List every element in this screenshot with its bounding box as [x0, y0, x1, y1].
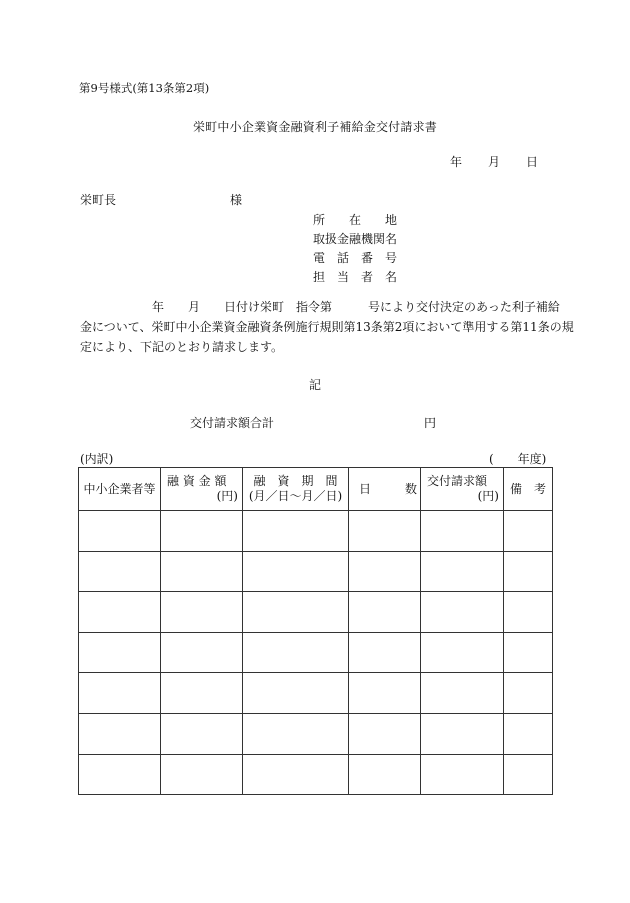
header-request-amount-unit: (円) [477, 489, 499, 503]
header-remarks: 備 考 [504, 468, 553, 511]
cell-loan-amount[interactable] [161, 673, 243, 714]
cell-company[interactable] [79, 511, 161, 552]
cell-loan-period[interactable] [243, 551, 349, 592]
cell-loan-period[interactable] [243, 632, 349, 673]
cell-remarks[interactable] [504, 754, 553, 795]
cell-loan-period[interactable] [243, 592, 349, 633]
date-line [450, 155, 538, 169]
table-row [79, 632, 553, 673]
body-line-3: 定により、下記のとおり請求します。 [80, 340, 284, 354]
cell-days[interactable] [349, 592, 421, 633]
cell-loan-amount[interactable] [161, 551, 243, 592]
cell-days[interactable] [349, 632, 421, 673]
table-row [79, 551, 553, 592]
cell-days[interactable] [349, 673, 421, 714]
cell-company[interactable] [79, 551, 161, 592]
date-month: 月 [488, 155, 501, 169]
cell-company[interactable] [79, 632, 161, 673]
cell-remarks[interactable] [504, 551, 553, 592]
total-label: 交付請求額合計 [190, 416, 275, 430]
body-line-2: 金について、栄町中小企業資金融資条例施行規則第13条第2項において準用する第11条の規 [80, 320, 574, 334]
header-days-b: 数 [405, 481, 418, 496]
header-days-a: 日 [359, 481, 372, 496]
ki-heading: 記 [308, 378, 321, 392]
cell-company[interactable] [79, 754, 161, 795]
applicant-contact-label: 担 当 者 名 [313, 270, 398, 284]
cell-loan-amount[interactable] [161, 754, 243, 795]
header-loan-amount-label: 融 資 金 額 [167, 474, 227, 488]
cell-remarks[interactable] [504, 713, 553, 754]
cell-request-amount[interactable] [421, 673, 504, 714]
header-loan-amount [161, 468, 243, 511]
cell-remarks[interactable] [504, 632, 553, 673]
cell-days[interactable] [349, 511, 421, 552]
addressee-honorific: 様 [230, 193, 243, 207]
date-day: 日 [526, 155, 539, 169]
cell-remarks[interactable] [504, 511, 553, 552]
table-row [79, 511, 553, 552]
fiscal-year: ( 年度) [489, 452, 547, 466]
cell-request-amount[interactable] [421, 754, 504, 795]
cell-request-amount[interactable] [421, 511, 504, 552]
cell-days[interactable] [349, 551, 421, 592]
table-row [79, 754, 553, 795]
form-number: 第9号様式(第13条第2項) [79, 81, 210, 95]
breakdown-table [78, 467, 553, 795]
cell-loan-amount[interactable] [161, 592, 243, 633]
cell-loan-period[interactable] [243, 713, 349, 754]
table-row [79, 673, 553, 714]
header-days [349, 468, 421, 511]
applicant-address-label: 所 在 地 [313, 213, 398, 227]
cell-loan-period[interactable] [243, 511, 349, 552]
document-title: 栄町中小企業資金融資利子補給金交付請求書 [192, 120, 437, 134]
table-body [79, 511, 553, 795]
body-line-1: 年 月 日付け栄町 指令第 号により交付決定のあった利子補給 [80, 300, 560, 314]
table-row [79, 713, 553, 754]
header-loan-amount-unit: (円) [216, 489, 238, 503]
date-year: 年 [450, 155, 463, 169]
body-paragraph [80, 297, 574, 357]
applicant-phone-label: 電 話 番 号 [313, 251, 398, 265]
cell-days[interactable] [349, 713, 421, 754]
breakdown-label: (内訳) [80, 452, 114, 466]
cell-loan-amount[interactable] [161, 632, 243, 673]
cell-loan-amount[interactable] [161, 511, 243, 552]
total-unit: 円 [424, 416, 437, 430]
header-company: 中小企業者等 [79, 468, 161, 511]
cell-request-amount[interactable] [421, 713, 504, 754]
cell-company[interactable] [79, 673, 161, 714]
cell-company[interactable] [79, 713, 161, 754]
cell-request-amount[interactable] [421, 592, 504, 633]
cell-remarks[interactable] [504, 592, 553, 633]
cell-days[interactable] [349, 754, 421, 795]
cell-remarks[interactable] [504, 673, 553, 714]
cell-request-amount[interactable] [421, 551, 504, 592]
header-loan-period-label: 融 資 期 間 [253, 474, 338, 488]
cell-company[interactable] [79, 592, 161, 633]
cell-loan-period[interactable] [243, 754, 349, 795]
table-header-row [79, 468, 553, 511]
header-loan-period [243, 468, 349, 511]
cell-loan-amount[interactable] [161, 713, 243, 754]
cell-request-amount[interactable] [421, 632, 504, 673]
cell-loan-period[interactable] [243, 673, 349, 714]
header-request-amount [421, 468, 504, 511]
addressee-name: 栄町長 [80, 193, 117, 207]
applicant-block [313, 211, 397, 287]
applicant-bank-label: 取扱金融機関名 [313, 232, 398, 246]
header-request-amount-label: 交付請求額 [427, 474, 488, 488]
header-loan-period-sub: (月／日～月／日) [248, 489, 343, 503]
table-row [79, 592, 553, 633]
